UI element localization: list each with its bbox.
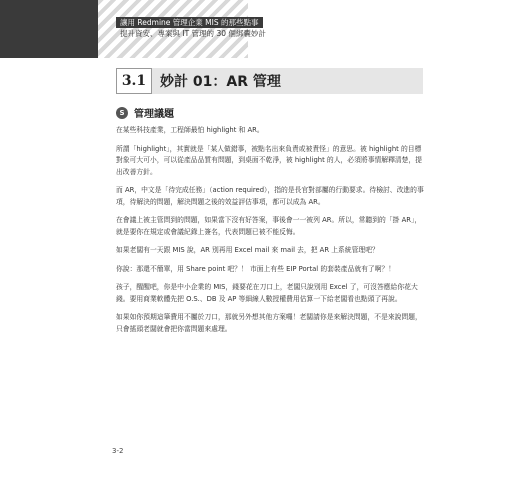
paragraph: 在會議上被主管問到的問題，如果當下沒有好答案，事後會一一被列 AR。所以，常聽到的「掛 AR」，就是要你在規定或會議紀錄上簽名，代表問題已被不能反悔。 (116, 216, 422, 236)
section-number: 3.1 (116, 68, 152, 94)
page-number: 3-2 (112, 447, 124, 455)
book-subtitle: 提升資安、專案與 IT 管理的 30 個綁囊妙計 (120, 29, 266, 38)
paragraph: 如果老闆有一天跟 MIS 說，AR 別再用 Excel mail 來 mail 去，把 AR 上系統管理吧？ (116, 246, 379, 254)
subsection-badge-icon: S (116, 107, 128, 119)
section-title: 妙計 01：AR 管理 (160, 74, 281, 90)
paragraph: 所謂「highlight」，其實就是「某人做錯事，被點名出來負責或被責怪」的意思。被 highlight 的目標對象可大可小，可以從產品品質有問題，到桌面不乾淨，被 highlight 的人，必須將事情解釋清楚，提出改善方針。 (116, 144, 423, 176)
book-title: 讓用 Redmine 管理企業 MIS 的那些點事 (116, 17, 263, 28)
subsection-title: 管理議題 (134, 109, 174, 120)
paragraph: 你說：那還不簡單，用 Share point 吧？！ 市面上有些 EIP Portal 的套裝產品就有了啊？！ (116, 264, 396, 273)
header-band (0, 0, 520, 58)
paragraph: 如果如你預期這筆費用不屬於刀口，那就另外想其他方案囉！老闆請你是來解決問題，不是來說問題，只會搖頭老闆就會把你當問題來處理。 (116, 313, 422, 333)
section-heading (116, 68, 423, 94)
header-dark-block (0, 0, 98, 58)
paragraph: 而 AR，中文是「待完成任務」（action required），指的是長官對部屬的行動要求。待檢討、改進的事項，待解決的問題，解決問題之後的效益評估事項，都可以成為 AR。 (116, 186, 424, 206)
paragraph: 在某些科技產業，工程師最怕 highlight 和 AR。 (116, 126, 264, 134)
subsection-heading (116, 105, 174, 120)
body-text (116, 125, 424, 342)
running-header (116, 17, 266, 39)
paragraph: 孩子，醒醒吧，你是中小企業的 MIS，錢要花在刀口上，老闆只說別用 Excel 了，可沒答應給你花大錢。要用商業軟體先把 O.S.、DB 及 AP 等細線人數授權費用估算一下給老闆看也點頭了再說。 (116, 283, 418, 303)
